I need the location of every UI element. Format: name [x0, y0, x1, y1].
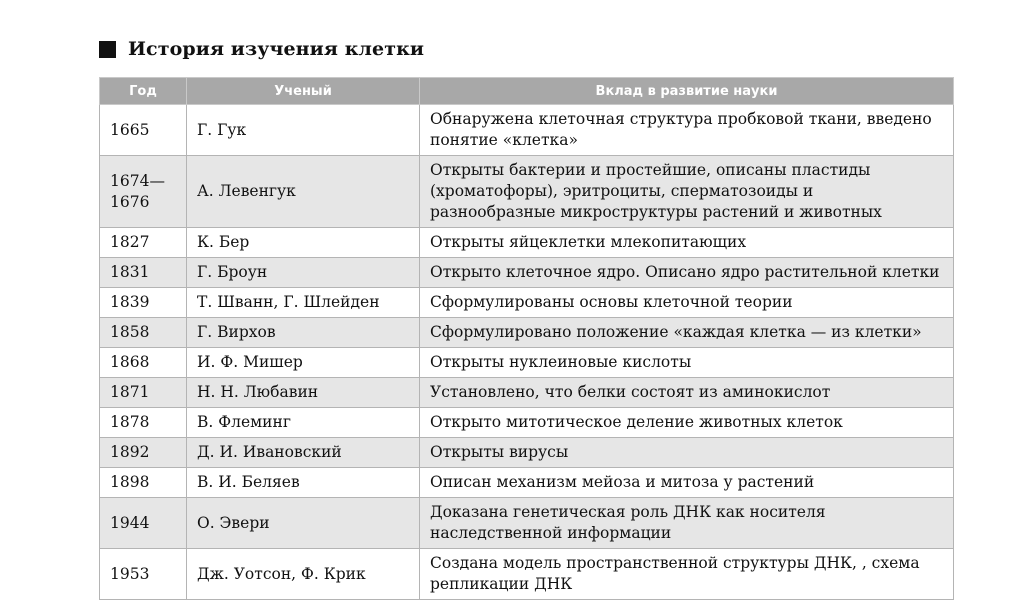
cell-scientist: И. Ф. Мишер — [187, 348, 420, 378]
table-row — [100, 408, 954, 438]
table-row — [100, 498, 954, 549]
heading-square-marker — [99, 41, 116, 58]
cell-scientist: В. Флеминг — [187, 408, 420, 438]
cell-contribution: Открыты нуклеиновые кислоты — [420, 348, 954, 378]
table-row — [100, 468, 954, 498]
cell-year: 1871 — [100, 378, 187, 408]
cell-scientist: Д. И. Ивановский — [187, 438, 420, 468]
table-row — [100, 549, 954, 600]
table-row — [100, 318, 954, 348]
table-row — [100, 438, 954, 468]
cell-scientist: Г. Броун — [187, 258, 420, 288]
cell-scientist: Дж. Уотсон, Ф. Крик — [187, 549, 420, 600]
table-row — [100, 378, 954, 408]
cell-contribution: Открыто клеточное ядро. Описано ядро растительной клетки — [420, 258, 954, 288]
cell-scientist: В. И. Беляев — [187, 468, 420, 498]
cell-year: 1831 — [100, 258, 187, 288]
cell-scientist: Г. Вирхов — [187, 318, 420, 348]
cell-contribution: Установлено, что белки состоят из аминокислот — [420, 378, 954, 408]
cell-scientist: Н. Н. Любавин — [187, 378, 420, 408]
cell-year: 1953 — [100, 549, 187, 600]
cell-contribution: Открыты яйцеклетки млекопитающих — [420, 228, 954, 258]
table-header-row — [100, 78, 954, 105]
header-contribution: Вклад в развитие науки — [420, 78, 954, 105]
cell-year: 1674—1676 — [100, 156, 187, 228]
header-year: Год — [100, 78, 187, 105]
cell-contribution: Открыты вирусы — [420, 438, 954, 468]
table-row — [100, 288, 954, 318]
table-row — [100, 228, 954, 258]
cell-year: 1665 — [100, 105, 187, 156]
cell-scientist: О. Эвери — [187, 498, 420, 549]
cell-year: 1892 — [100, 438, 187, 468]
cell-year: 1858 — [100, 318, 187, 348]
cell-scientist: Т. Шванн, Г. Шлейден — [187, 288, 420, 318]
table-row — [100, 348, 954, 378]
cell-scientist: А. Левенгук — [187, 156, 420, 228]
cell-contribution: Сформулировано положение «каждая клетка — из клетки» — [420, 318, 954, 348]
header-scientist: Ученый — [187, 78, 420, 105]
cell-contribution: Доказана генетическая роль ДНК как носителя наследственной информации — [420, 498, 954, 549]
cell-contribution: Создана модель пространственной структуры ДНК, , схема репликации ДНК — [420, 549, 954, 600]
cell-year: 1827 — [100, 228, 187, 258]
cell-scientist: Г. Гук — [187, 105, 420, 156]
cell-contribution: Открыты бактерии и простейшие, описаны пластиды (хроматофоры), эритроциты, сперматозоиды и разнообразные микроструктуры растений и животных — [420, 156, 954, 228]
table-row — [100, 105, 954, 156]
cell-contribution: Открыто митотическое деление животных клеток — [420, 408, 954, 438]
section-heading — [99, 36, 424, 62]
cell-scientist: К. Бер — [187, 228, 420, 258]
cell-contribution: Описан механизм мейоза и митоза у растений — [420, 468, 954, 498]
cell-year: 1898 — [100, 468, 187, 498]
cell-year: 1944 — [100, 498, 187, 549]
section-title: История изучения клетки — [128, 38, 425, 60]
cell-year: 1839 — [100, 288, 187, 318]
cell-contribution: Обнаружена клеточная структура пробковой ткани, введено понятие «клетка» — [420, 105, 954, 156]
table-row — [100, 258, 954, 288]
table-row — [100, 156, 954, 228]
cell-year: 1868 — [100, 348, 187, 378]
cell-history-table — [99, 77, 954, 600]
cell-year: 1878 — [100, 408, 187, 438]
cell-contribution: Сформулированы основы клеточной теории — [420, 288, 954, 318]
